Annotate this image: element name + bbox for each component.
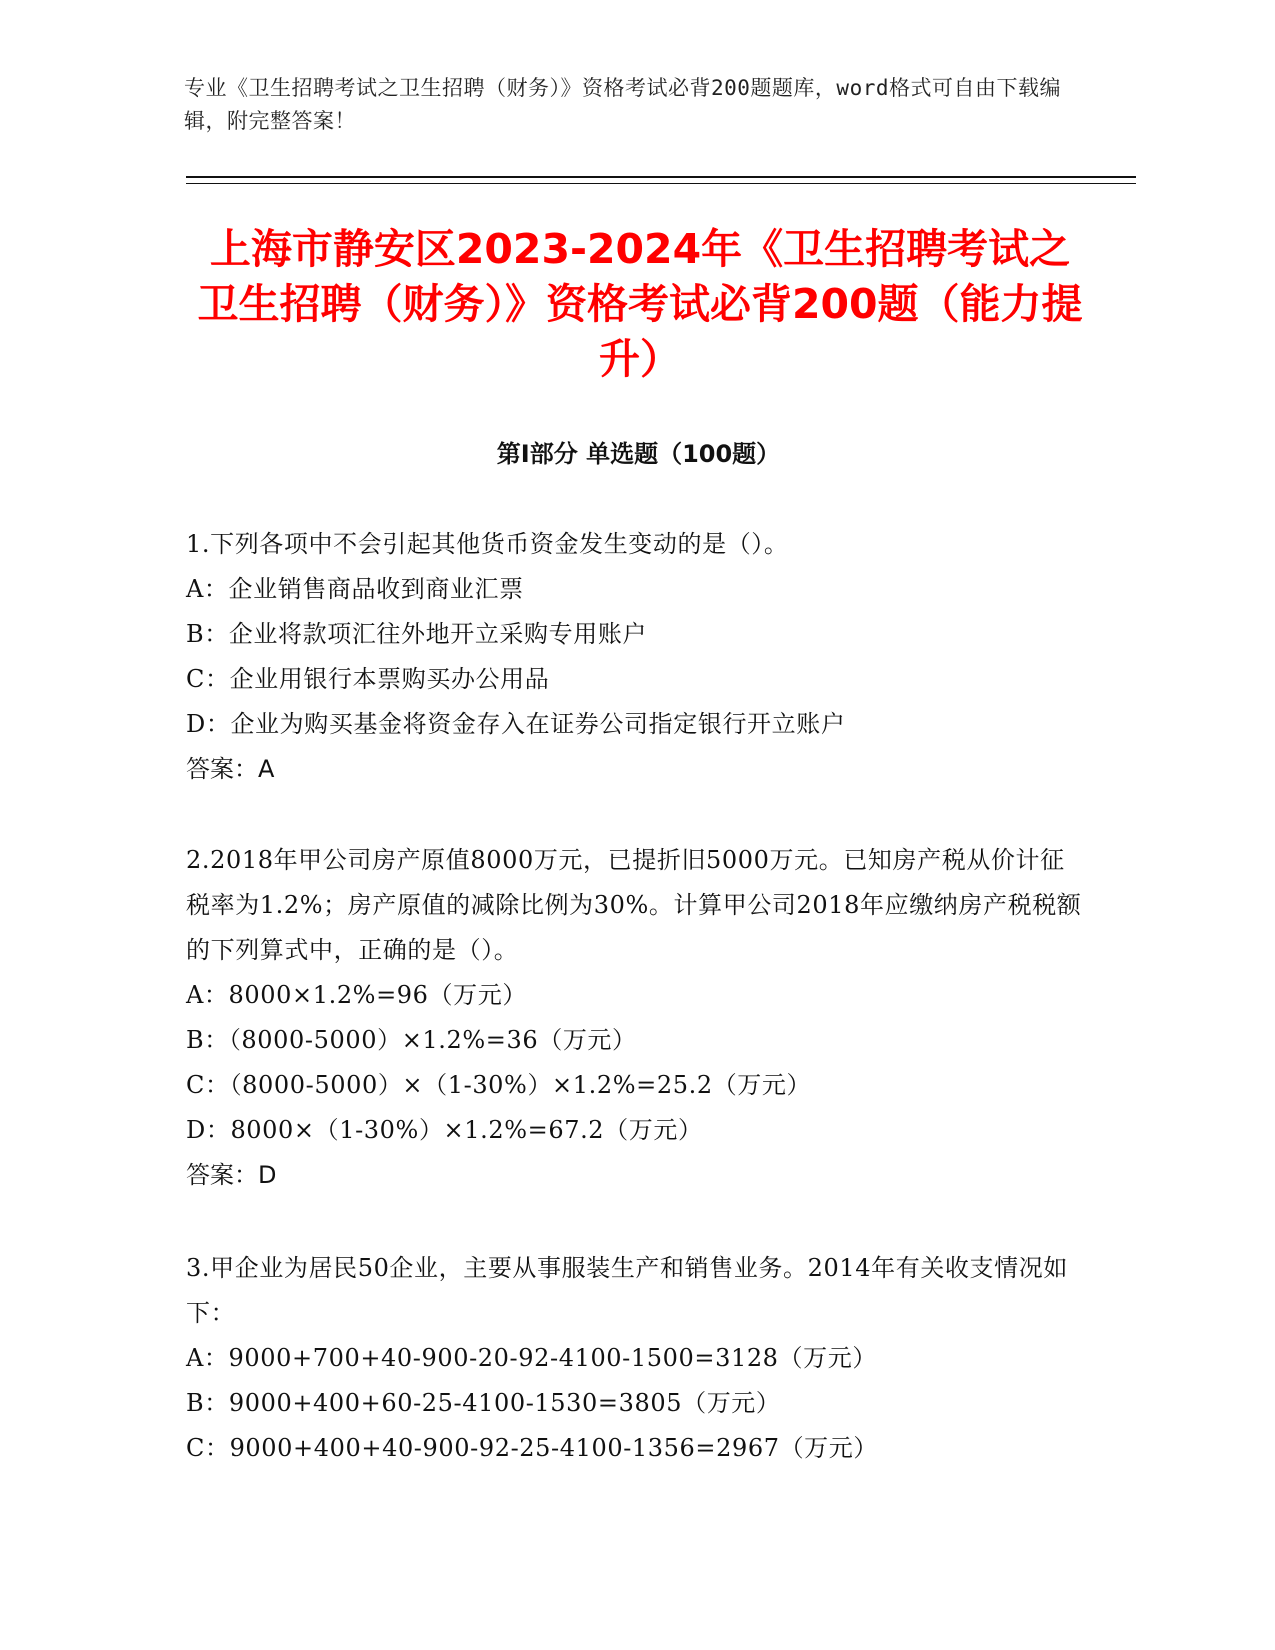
- option-b: B：9000+400+60-25-4100-1530=3805（万元）: [186, 1389, 781, 1417]
- question-stem: 1.下列各项中不会引起其他货币资金发生变动的是（）。: [186, 530, 789, 558]
- option-d: D：企业为购买基金将资金存入在证券公司指定银行开立账户: [186, 710, 846, 738]
- answer: 答案：D: [186, 1161, 277, 1189]
- document-title: 上海市静安区2023-2024年《卫生招聘考试之卫生招聘（财务）》资格考试必背200题（能力提升）: [197, 225, 1083, 383]
- option-b: B：企业将款项汇往外地开立采购专用账户: [186, 620, 648, 648]
- option-c: C：（8000-5000）×（1-30%）×1.2%=25.2（万元）: [186, 1071, 812, 1099]
- question-stem: 2.2018年甲公司房产原值8000万元，已提折旧5000万元。已知房产税从价计征税率为1.2%；房产原值的减除比例为30%。计算甲公司2018年应缴纳房产税税额的下列算式中，正确的是（）。: [186, 846, 1082, 964]
- header-note: 专业《卫生招聘考试之卫生招聘（财务）》资格考试必背200题题库，word格式可自由下载编辑，附完整答案！: [184, 76, 1061, 133]
- header-divider-thick: [186, 176, 1136, 178]
- option-c: C：企业用银行本票购买办公用品: [186, 665, 550, 693]
- question-2: [186, 838, 1086, 1198]
- option-a: A：9000+700+40-900-20-92-4100-1500=3128（万元）: [186, 1344, 877, 1372]
- option-c: C：9000+400+40-900-92-25-4100-1356=2967（万元）: [186, 1434, 878, 1462]
- answer: 答案：A: [186, 755, 275, 783]
- question-3: [186, 1246, 1086, 1471]
- question-stem: 3.甲企业为居民50企业，主要从事服装生产和销售业务。2014年有关收支情况如下：: [186, 1254, 1068, 1327]
- section-title: 第I部分 单选题（100题）: [496, 440, 781, 468]
- option-d: D：8000×（1-30%）×1.2%=67.2（万元）: [186, 1116, 703, 1144]
- question-1: [186, 522, 1086, 792]
- option-b: B：（8000-5000）×1.2%=36（万元）: [186, 1026, 637, 1054]
- option-a: A：8000×1.2%=96（万元）: [186, 981, 527, 1009]
- option-a: A：企业销售商品收到商业汇票: [186, 575, 524, 603]
- header-divider-thin: [186, 183, 1136, 184]
